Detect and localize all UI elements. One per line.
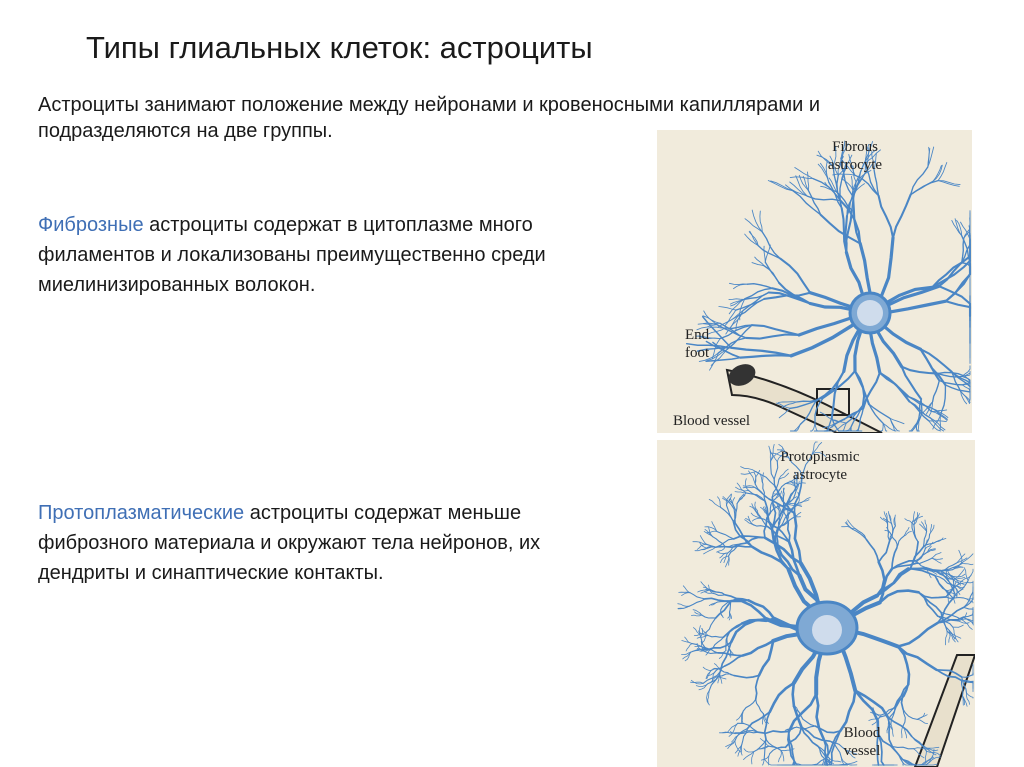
process-branch: [898, 623, 938, 647]
process-branch: [897, 536, 904, 548]
process-branch: [750, 231, 758, 245]
process-branch: [764, 246, 765, 262]
process-branch: [729, 723, 738, 736]
process-branch: [920, 524, 927, 531]
process-branch: [769, 754, 770, 766]
process-branch: [945, 631, 947, 645]
process-branch: [731, 619, 766, 642]
process-branch: [748, 600, 774, 618]
process-branch: [731, 601, 766, 619]
fibrous-astrocyte-illustration: [657, 130, 972, 433]
process-branch: [743, 487, 755, 488]
process-branch: [898, 647, 909, 685]
process-branch: [808, 191, 820, 215]
process-branch: [802, 727, 818, 746]
process-branch: [725, 656, 743, 667]
protoplasmic-astrocyte-figure: [657, 440, 975, 767]
process-branch: [968, 569, 973, 581]
process-branch: [686, 644, 692, 651]
process-branch: [719, 651, 726, 653]
nucleus: [812, 615, 842, 645]
process-branch: [910, 421, 918, 431]
process-branch: [697, 636, 708, 639]
process-branch: [880, 373, 909, 397]
process-branch: [942, 385, 946, 412]
blood-vessel-label: Blood vessel: [673, 413, 751, 429]
process-branch: [770, 683, 794, 712]
process-branch: [930, 525, 934, 534]
process-branch: [678, 604, 689, 607]
process-branch: [752, 325, 799, 335]
process-branch: [893, 195, 911, 238]
process-branch: [745, 219, 762, 232]
protoplasmic-paragraph: [38, 498, 628, 588]
intro-paragraph: Астроциты занимают положение между нейронами и кровеносными капиллярами и подразделяются на две группы.: [38, 94, 821, 142]
process-branch: [709, 602, 717, 606]
fibrous-paragraph: [38, 210, 628, 300]
process-branch: [911, 182, 933, 195]
process-branch: [879, 196, 893, 238]
process-branch: [881, 423, 884, 431]
process-branch: [683, 652, 691, 659]
fibrous-astrocyte-label: Fibrous astrocyte: [827, 139, 883, 173]
process-branch: [689, 599, 705, 606]
protoplasmic-astrocyte-label: Protoplasmic astrocyte: [780, 449, 860, 483]
process-branch: [921, 349, 946, 385]
process-branch: [797, 726, 816, 728]
process-branch: [683, 586, 690, 593]
process-branch: [743, 293, 769, 311]
process-branch: [963, 696, 964, 706]
process-branch: [746, 335, 799, 339]
process-branch: [699, 626, 700, 637]
end-foot-label: End foot: [685, 327, 710, 361]
process-branch: [704, 311, 717, 325]
process-branch: [963, 598, 973, 599]
process-branch: [808, 172, 809, 191]
process-branch: [960, 576, 972, 584]
process-branch: [853, 529, 867, 539]
process-branch: [898, 647, 937, 670]
process-branch: [946, 301, 970, 316]
process-branch: [716, 601, 732, 618]
process-branch: [718, 674, 734, 676]
process-branch: [816, 694, 823, 739]
process-branch: [743, 641, 773, 656]
process-branch: [744, 749, 754, 752]
blood-vessel-drawing: [915, 655, 975, 767]
process-branch: [748, 490, 765, 501]
process-branch: [902, 726, 903, 738]
process-branch: [721, 507, 734, 522]
process-branch: [700, 542, 708, 548]
process-branch: [933, 166, 942, 182]
process-branch: [752, 518, 760, 521]
nucleus: [857, 300, 883, 326]
process-branch: [758, 731, 789, 733]
protoplasmic-description: астроциты содержат меньше фиброзного материала и окружают тела нейронов, их дендриты и синаптические контакты.: [38, 502, 541, 584]
process-branch: [880, 591, 919, 603]
process-branch: [790, 177, 813, 179]
process-branch: [879, 541, 890, 562]
process-branch: [855, 691, 888, 718]
process-branch: [713, 537, 725, 547]
slide-title: Типы глиальных клеток: астроциты: [86, 30, 593, 65]
process-branch: [790, 182, 808, 196]
process-branch: [866, 539, 879, 562]
process-branch: [796, 176, 807, 196]
process-branch: [798, 500, 809, 503]
process-branch: [932, 553, 941, 559]
process-branch: [690, 593, 705, 599]
process-branch: [953, 625, 963, 627]
process-branch: [938, 181, 959, 187]
process-branch: [756, 699, 764, 713]
process-branch: [796, 763, 805, 765]
process-branch: [917, 719, 927, 723]
process-branch: [931, 418, 946, 430]
process-branch: [964, 607, 973, 609]
process-branch: [746, 479, 749, 491]
process-branch: [863, 373, 880, 409]
process-branch: [682, 593, 690, 596]
process-branch: [701, 628, 703, 636]
process-branch: [709, 499, 721, 507]
process-branch: [708, 636, 723, 638]
process-branch: [895, 515, 896, 526]
process-branch: [712, 522, 717, 532]
process-branch: [734, 284, 748, 288]
process-branch: [702, 615, 716, 618]
process-branch: [911, 167, 928, 195]
fibrous-term: Фиброзные: [38, 214, 144, 236]
process-branch: [743, 699, 755, 711]
process-branch: [734, 675, 759, 677]
process-branch: [729, 556, 730, 565]
process-branch: [713, 637, 724, 648]
process-branch: [748, 284, 773, 289]
process-branch: [691, 682, 704, 683]
process-branch: [763, 473, 764, 484]
process-branch: [734, 536, 765, 539]
process-branch: [703, 667, 711, 670]
process-branch: [727, 723, 738, 732]
blood-vessel-label: Blood vessel: [843, 725, 881, 759]
process-branch: [691, 615, 702, 616]
process-branch: [869, 404, 883, 423]
process-branch: [921, 349, 952, 372]
process-branch: [766, 739, 781, 750]
process-branch: [919, 592, 938, 616]
process-branch: [869, 404, 890, 418]
process-branch: [779, 750, 782, 761]
process-branch: [784, 488, 785, 499]
process-branch: [729, 299, 744, 300]
process-branch: [917, 715, 927, 720]
process-branch: [936, 538, 946, 541]
process-branch: [765, 262, 779, 283]
process-branch: [855, 371, 869, 404]
protoplasmic-astrocyte-illustration: [657, 440, 975, 767]
process-branch: [706, 618, 715, 632]
process-branch: [825, 182, 837, 191]
process-branch: [735, 729, 748, 741]
process-branch: [933, 381, 940, 402]
process-branch: [793, 191, 821, 215]
process-branch: [705, 598, 731, 601]
process-branch: [764, 759, 772, 765]
process-branch: [756, 675, 759, 699]
process-branch: [801, 715, 816, 726]
process-branch: [962, 563, 973, 565]
fibrous-astrocyte-figure: [657, 130, 972, 433]
process-branch: [794, 513, 800, 563]
process-branch: [741, 472, 756, 475]
process-branch: [740, 355, 791, 357]
process-branch: [967, 693, 974, 698]
protoplasmic-term: Протоплазматические: [38, 502, 245, 524]
process-branch: [717, 532, 734, 539]
fibrous-description: астроциты содержат в цитоплазме много филаментов и локализованы преимущественно среди миелинизированных волокон.: [38, 214, 546, 296]
